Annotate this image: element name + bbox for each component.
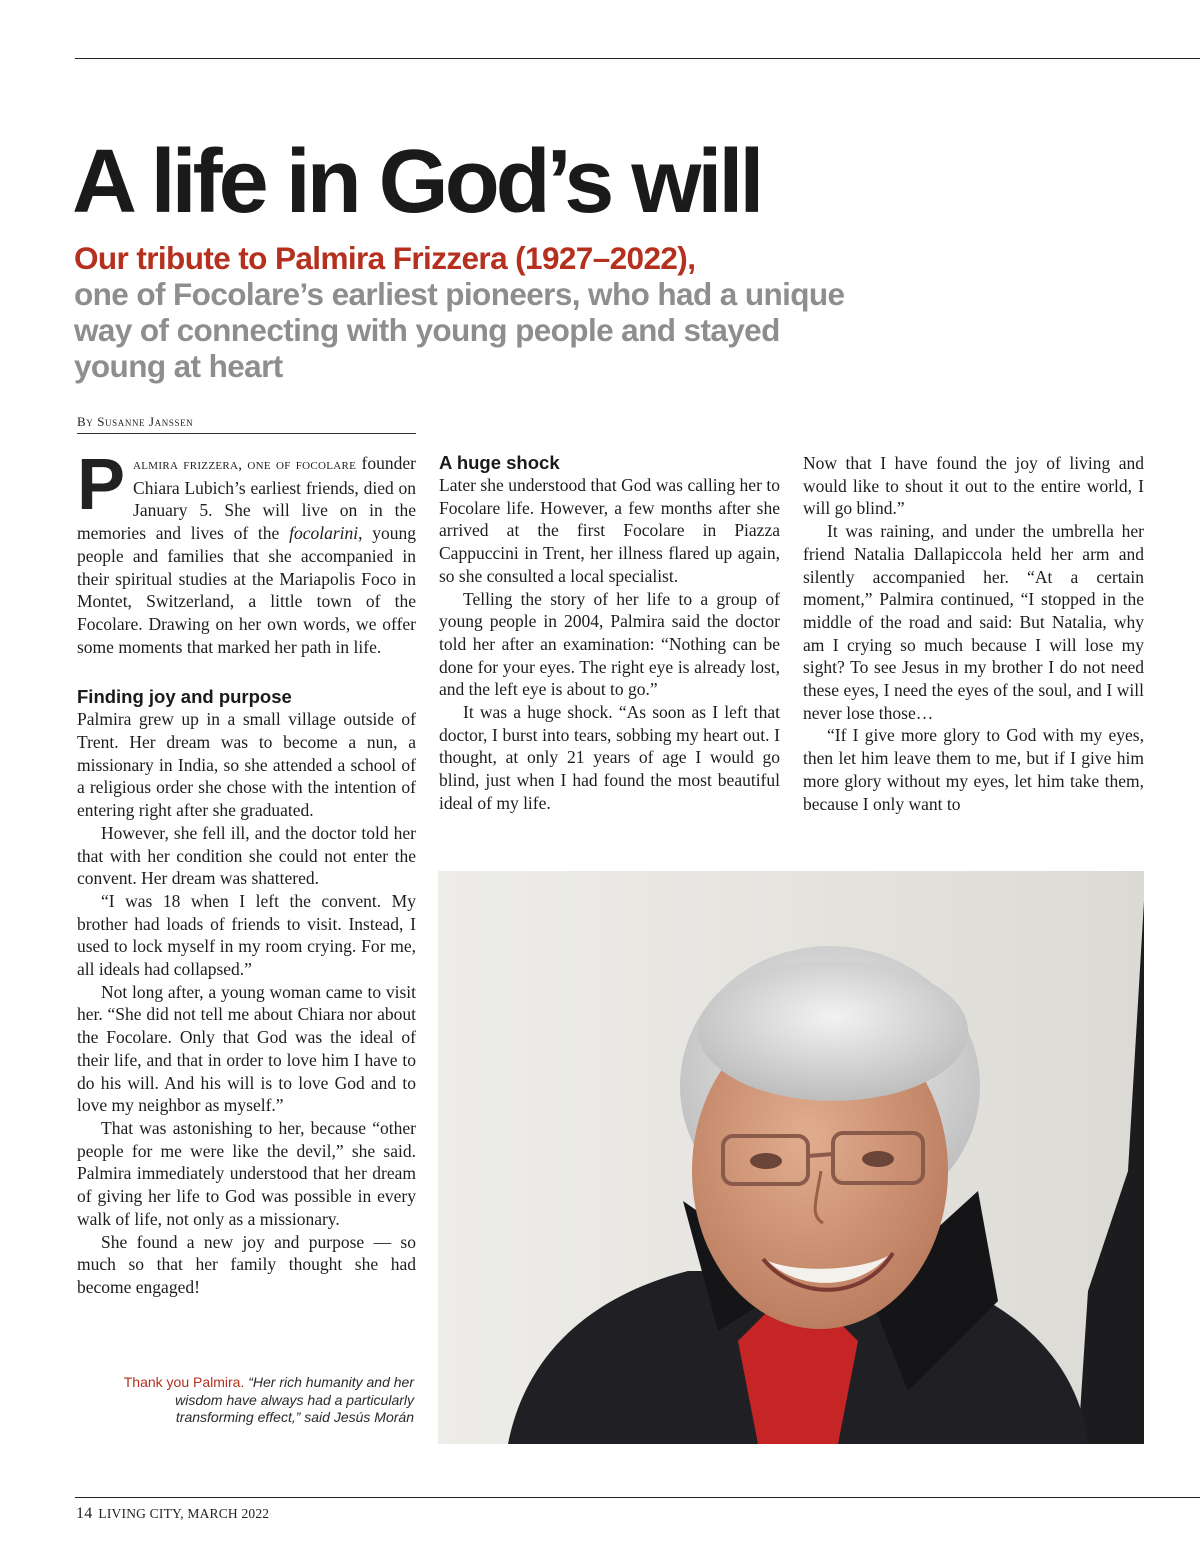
subtitle-description: one of Focolare’s earliest pioneers, who had a unique way of connecting with young people and stayed young at heart bbox=[74, 276, 845, 384]
paragraph: Palmira grew up in a small village outside of Trent. Her dream was to become a nun, a missionary in India, so she attended a school of a religious order she chose with the intention of entering right after she graduated. bbox=[77, 709, 416, 821]
caption-quote: “Her rich humanity and her wisdom have always had a particularly transforming effect,” said Jesús Morán bbox=[175, 1374, 414, 1425]
page-number: 14 bbox=[76, 1505, 93, 1522]
paragraph: That was astonishing to her, because “other people for me were like the devil,” she said. Palmira immediately understood that her dream of giving her life to God was possible in every walk of life, not only as a missionary. bbox=[77, 1117, 416, 1229]
caption-lead: Thank you Palmira. bbox=[123, 1374, 245, 1390]
paragraph: Not long after, a young woman came to visit her. “She did not tell me about Chiara nor about the Focolare. Only that God was the ideal of their life, and that in order to love him I have to do his will. And his will is to love God and to love my neighbor as myself.” bbox=[77, 981, 416, 1116]
column-2 bbox=[439, 452, 780, 815]
paragraph: It was raining, and under the umbrella her friend Natalia Dallapiccola held her arm and silently accompanied her. “At a certain moment,” Palmira continued, “I stopped in the middle of the road and said: But Natalia, why am I crying so much because I will lose my sight? To see Jesus in my brother I do not need these eyes, I need the eyes of the soul, and I will never lose those… bbox=[803, 521, 1144, 723]
lead-tail: , young people and families that she accompanied in their spiritual studies at the Mariapolis Foco in Montet, Switzerland, a little town of the Focolare. Drawing on her own words, we offer some moments that marked her path in life. bbox=[77, 523, 416, 657]
lead-paragraph bbox=[77, 445, 416, 658]
article-title: A life in God’s will bbox=[72, 132, 761, 232]
article-subtitle bbox=[74, 240, 874, 384]
lead-smallcaps: almira frizzera, one of focolare bbox=[133, 457, 357, 473]
photo-caption bbox=[120, 1374, 414, 1427]
paragraph: It was a huge shock. “As soon as I left that doctor, I burst into tears, sobbing my heart out. I thought, at only 21 years of age I would go blind, just when I had found the most beautiful ideal of my life. bbox=[439, 702, 780, 813]
top-rule bbox=[75, 58, 1200, 59]
byline: By Susanne Janssen bbox=[77, 414, 416, 434]
paragraph: However, she fell ill, and the doctor told her that with her condition she could not enter the convent. Her dream was shattered. bbox=[77, 822, 416, 889]
lead-italic: focolarini bbox=[289, 523, 359, 544]
subhead-finding-joy: Finding joy and purpose bbox=[77, 686, 292, 708]
column-1 bbox=[77, 445, 416, 1299]
subhead-huge-shock: A huge shock bbox=[439, 452, 560, 473]
subtitle-highlight: Our tribute to Palmira Frizzera (1927–2022), bbox=[74, 240, 696, 276]
paragraph: “If I give more glory to God with my eyes, then let him leave them to me, but if I give him more glory without my eyes, let him take them, because I only want to bbox=[803, 725, 1144, 814]
paragraph: Later she understood that God was calling her to Focolare life. However, a few months after she arrived at the first Focolare in Piazza Cappuccini in Trent, her illness flared up again, so she consulted a local specialist. bbox=[439, 475, 780, 586]
portrait-illustration bbox=[438, 871, 1144, 1444]
column-3 bbox=[803, 452, 1144, 815]
paragraph: Now that I have found the joy of living and would like to shout it out to the entire world, I will go blind.” bbox=[803, 453, 1144, 519]
portrait-photo bbox=[438, 871, 1144, 1444]
drop-cap: P bbox=[77, 445, 126, 525]
paragraph: Telling the story of her life to a group of young people in 2004, Palmira said the doctor told her after an examination: “Nothing can be done for your eyes. The right eye is already lost, and the left eye is about to go.” bbox=[439, 588, 780, 700]
page-footer bbox=[76, 1505, 269, 1523]
paragraph: “I was 18 when I left the convent. My brother had loads of friends to visit. Instead, I used to lock myself in my room crying. For me, all ideals had collapsed.” bbox=[77, 890, 416, 980]
bottom-rule bbox=[75, 1497, 1200, 1498]
lead-text: founder Chiara Lubich’s earliest friends, died on January 5. She will live on in the memories and lives of the bbox=[77, 453, 416, 544]
paragraph: She found a new joy and purpose — so much so that her family thought she had become engaged! bbox=[77, 1231, 416, 1297]
publication-name: LIVING CITY, MARCH 2022 bbox=[98, 1506, 270, 1521]
